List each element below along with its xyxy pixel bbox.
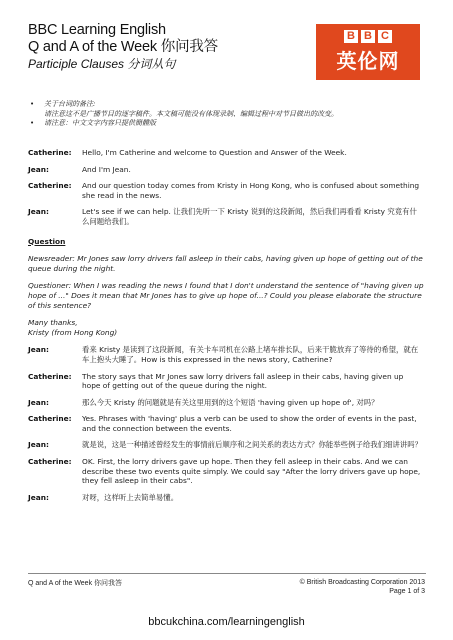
- transcript-notes: [28, 100, 428, 129]
- logo-block-c: C: [378, 30, 392, 43]
- dialogue-row: [28, 181, 430, 200]
- questioner-paragraph: Questioner: When I was reading the news I found that I don't understand the sentence of "having given up hope of ..." Does it mean that Mr Jones has to give up hope of...? Could you please elaborate the structure of this sentence?: [28, 281, 424, 310]
- note-text: 请注意这不是广播节目的逐字稿件。本文稿可能没有体现录制、编辑过程中对节目做出的改变。: [44, 109, 338, 118]
- speaker-line: 就是说，这是一种描述曾经发生的事情前后顺序和之间关系的表达方式？你能举些例子给我们细讲讲吗？: [82, 440, 422, 450]
- dialogue-row: [28, 372, 430, 391]
- bbc-logo: [316, 24, 420, 80]
- question-heading: Question: [28, 236, 66, 246]
- footer-divider: [28, 573, 426, 574]
- speaker-name: Jean:: [28, 440, 49, 450]
- signature-line: Kristy (from Hong Kong): [28, 327, 118, 337]
- dialogue-row: [28, 440, 430, 450]
- speaker-name: Jean:: [28, 207, 49, 217]
- dialogue-row: [28, 345, 430, 364]
- dialogue-part-1: [28, 148, 430, 227]
- speaker-line: Yes. Phrases with 'having' plus a verb can be used to show the order of events in the past, and the connection between the events.: [82, 414, 417, 433]
- speaker-line: Let's see if we can help. 让我们先听一下 Kristy 说到的这段新闻，然后我们再看看 Kristy 究竟有什么问题给我们。: [82, 207, 417, 226]
- dialogue-row: [28, 165, 430, 175]
- speaker-line: OK. First, the lorry drivers gave up hope. Then they fell asleep in their cabs. And we can describe these two events quite simply. We could say "After the lorry drivers gave up hope, they fell asleep in their cabs".: [82, 457, 421, 486]
- dialogue-row: [28, 148, 430, 158]
- speaker-line: 对呀，这样听上去简单易懂。: [82, 492, 179, 502]
- footer-url: bbcukchina.com/learningenglish: [148, 616, 305, 628]
- speaker-name: Catherine:: [28, 181, 72, 191]
- dialogue-row: [28, 398, 430, 408]
- transcript-body: [28, 148, 430, 509]
- newsreader-paragraph: Newsreader: Mr Jones saw lorry drivers fall asleep in their cabs, having given up hope of getting out of the queue during the night.: [28, 254, 423, 273]
- speaker-name: Catherine:: [28, 371, 72, 381]
- speaker-line: 看来 Kristy 是读到了这段新闻，有关卡车司机在公路上堵车排长队，后来干脆放弃了等待的希望，就在车上抱头大睡了。How is this expressed in the news story, Catherine?: [82, 345, 419, 364]
- speaker-line: The story says that Mr Jones saw lorry drivers fall asleep in their cabs, having given up hope of getting out of the queue during the night.: [82, 371, 404, 391]
- bbc-blocks: [344, 30, 392, 43]
- footer-copyright: © British Broadcasting Corporation 2013: [299, 579, 425, 586]
- document-header: [28, 22, 218, 72]
- speaker-name: Jean:: [28, 492, 49, 502]
- speaker-name: Catherine:: [28, 414, 72, 424]
- speaker-name: Catherine:: [28, 457, 72, 467]
- speaker-name: Jean:: [28, 397, 49, 407]
- bullet-icon: •: [30, 119, 35, 127]
- header-topic: Participle Clauses 分词从句: [28, 57, 176, 71]
- thanks-line: Many thanks,: [28, 318, 78, 328]
- dialogue-row: [28, 493, 430, 503]
- dialogue-row: [28, 457, 430, 486]
- dialogue-part-2: [28, 345, 430, 502]
- note-item: [28, 100, 428, 119]
- bullet-icon: •: [30, 100, 35, 108]
- note-title: 关于台词的备注:: [44, 100, 96, 108]
- note-item: [28, 119, 428, 129]
- dialogue-row: [28, 414, 430, 433]
- speaker-line: 那么今天 Kristy 的问题就是有关这里用到的这个短语 'having given up hope of', 对吗？: [82, 397, 379, 407]
- logo-block-b2: B: [361, 30, 375, 43]
- footer-series-title: Q and A of the Week 你问我答: [28, 580, 123, 587]
- dialogue-row: [28, 207, 430, 226]
- logo-chinese-text: 英伦网: [336, 49, 400, 73]
- speaker-line: And our question today comes from Kristy in Hong Kong, who is confused about something she read in the news.: [82, 181, 420, 200]
- note-text: 请注意：中文文字内容只提供簡體版: [44, 119, 156, 127]
- footer-page-number: Page 1 of 3: [389, 588, 425, 595]
- logo-block-b1: B: [344, 30, 358, 43]
- footer-meta: [300, 578, 425, 596]
- speaker-line: And I'm Jean.: [82, 164, 131, 174]
- speaker-name: Jean:: [28, 164, 49, 174]
- speaker-line: Hello, I'm Catherine and welcome to Question and Answer of the Week.: [82, 148, 347, 157]
- speaker-name: Catherine:: [28, 148, 72, 157]
- question-signoff: [28, 318, 430, 337]
- header-series: Q and A of the Week 你问我答: [28, 39, 218, 55]
- speaker-name: Jean:: [28, 345, 49, 355]
- header-brand: BBC Learning English: [28, 22, 166, 38]
